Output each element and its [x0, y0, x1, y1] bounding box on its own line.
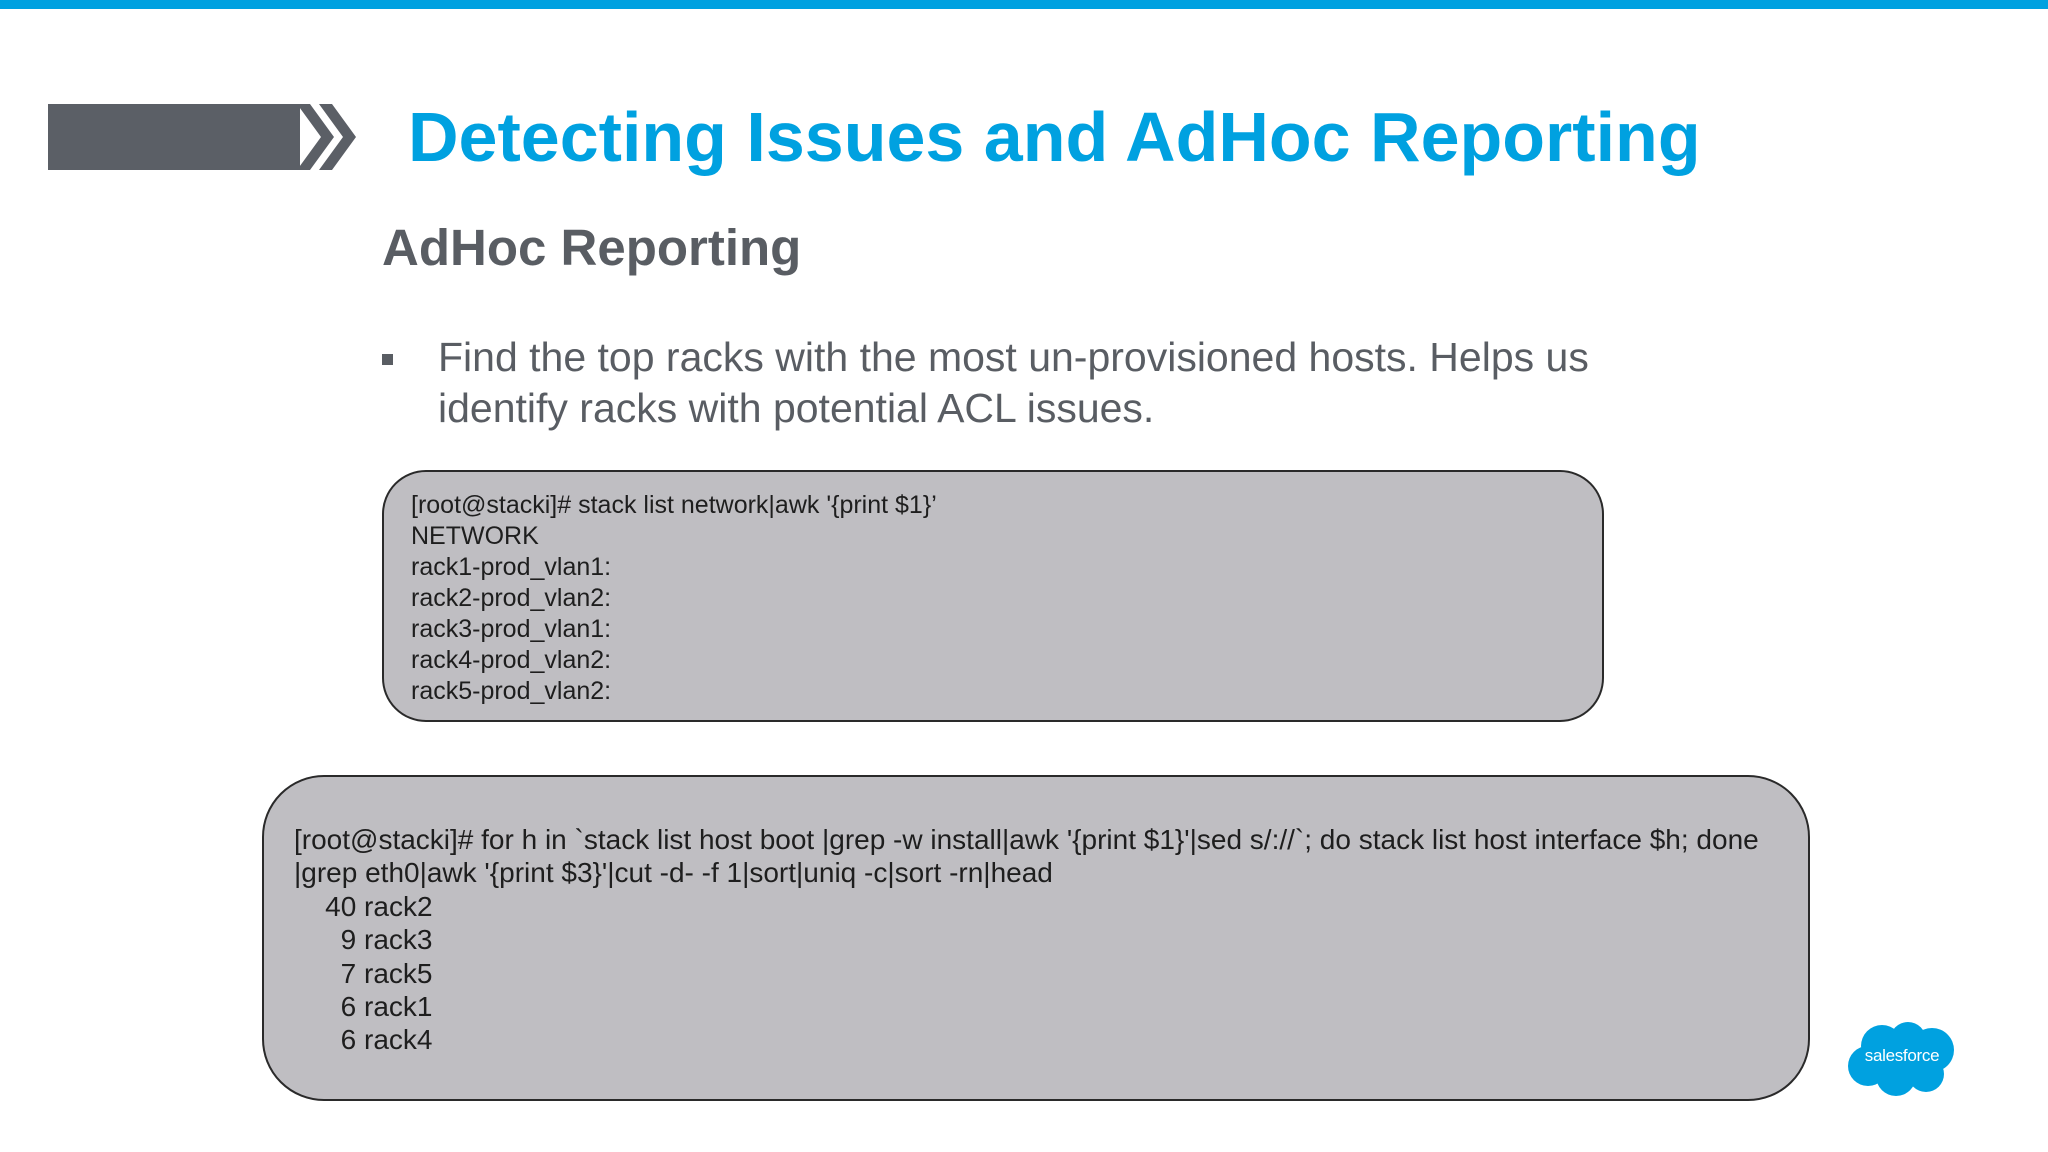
code-line: 6 rack4 — [294, 1024, 433, 1056]
chevron-banner-icon — [48, 104, 358, 170]
network-list-code-block — [382, 470, 1604, 722]
salesforce-logo — [1846, 1020, 1958, 1098]
rack-report-code-block — [262, 775, 1810, 1101]
code-line: 40 rack2 — [294, 890, 433, 922]
code-line: [root@stacki]# for h in `stack list host boot |grep -w install|awk '{print $1}'|sed s/://`; do stack list host interface $h; done — [294, 824, 1759, 855]
code-line: [root@stacki]# stack list network|awk '{print $1}’ — [411, 491, 937, 519]
logo-wordmark: salesforce — [1864, 1046, 1940, 1065]
code-line: rack3-prod_vlan1: — [411, 615, 612, 643]
code-line: 9 rack3 — [294, 924, 433, 956]
square-bullet-icon — [382, 354, 393, 365]
code-line: rack2-prod_vlan2: — [411, 584, 612, 612]
top-accent-bar — [0, 0, 2048, 9]
code-line: rack4-prod_vlan2: — [411, 646, 612, 674]
code-line: rack5-prod_vlan2: — [411, 677, 612, 705]
bullet-text: Find the top racks with the most un-provisioned hosts. Helps us identify racks with potential ACL issues. — [438, 334, 1589, 431]
code-line: 7 rack5 — [294, 957, 433, 989]
code-line: 6 rack1 — [294, 991, 433, 1023]
page-title: Detecting Issues and AdHoc Reporting — [408, 98, 1701, 176]
section-subtitle: AdHoc Reporting — [382, 219, 802, 276]
code-line: rack1-prod_vlan1: — [411, 553, 612, 581]
code-line: |grep eth0|awk '{print $3}'|cut -d- -f 1|sort|uniq -c|sort -rn|head — [294, 857, 1053, 889]
code-line: NETWORK — [411, 522, 539, 550]
